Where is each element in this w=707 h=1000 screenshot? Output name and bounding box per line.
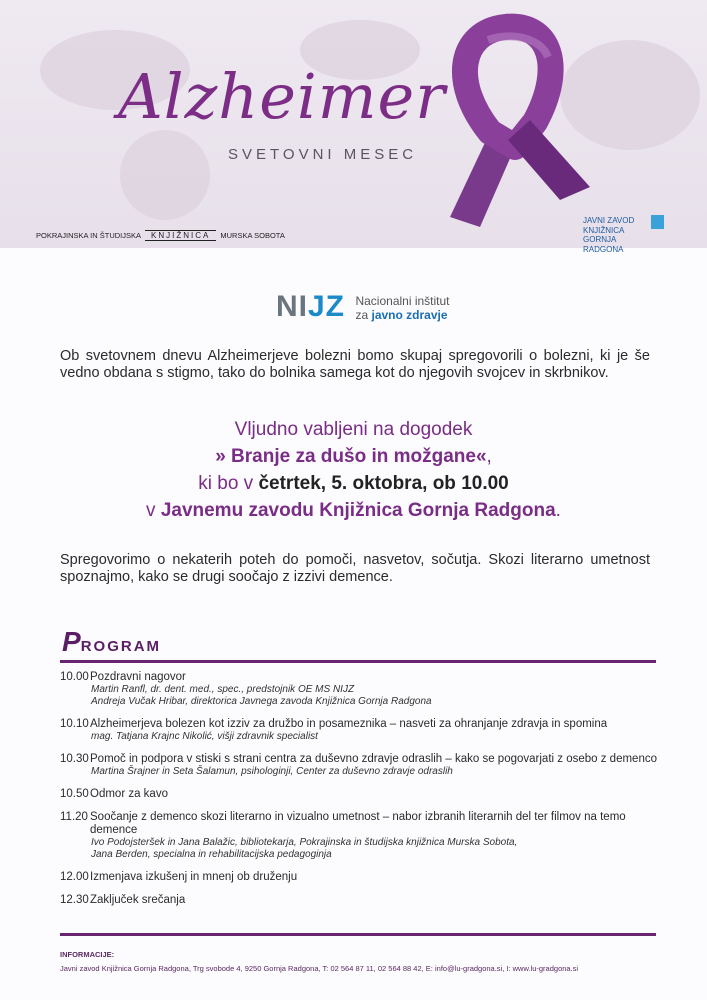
library-logo-text: POKRAJINSKA IN ŠTUDIJSKA — [36, 231, 142, 240]
program-time: 10.00 — [60, 671, 89, 683]
intro-paragraph: Ob svetovnem dnevu Alzheimerjeve bolezni bomo skupaj spregovorili o bolezni, ki je še vedno obdana s stigmo, tako do bolnika samega kot do njegovih svojcev in skrbnikov. — [60, 348, 650, 381]
program-time: 12.30 — [60, 894, 89, 906]
invitation-punct: , — [486, 446, 492, 467]
divider — [60, 933, 656, 936]
program-text: Zaključek srečanja — [90, 894, 186, 906]
program-list — [60, 671, 660, 917]
contact-label: INFORMACIJE: — [60, 950, 115, 959]
library-logo-gornja-radgona — [583, 216, 653, 254]
program-time: 10.10 — [60, 718, 89, 730]
program-speaker: Martin Ranfl, dr. dent. med., spec., predstojnik OE MS NIJZ — [91, 684, 355, 695]
program-time: 12.00 — [60, 871, 89, 883]
program-speaker: Martina Šrajner in Seta Šalamun, psihologinji, Center za duševno zdravje odraslih — [91, 766, 453, 777]
program-speaker: mag. Tatjana Krajnc Nikolić, višji zdravnik specialist — [91, 731, 318, 742]
nijz-logo-text: NI — [276, 290, 308, 323]
program-time: 10.50 — [60, 788, 89, 800]
program-item — [60, 671, 660, 708]
program-text: Pomoč in podpora v stiski s strani centra za duševno zdravje odraslih – kako se pogovarjati z osebo z demenco — [90, 753, 657, 765]
nijz-name: javno zdravje — [371, 308, 448, 322]
program-speaker: Andreja Vučak Hribar, direktorica Javnega zavoda Knjižnica Gornja Radgona — [91, 696, 432, 707]
program-item — [60, 753, 660, 778]
nijz-logo-text: JZ — [308, 290, 346, 323]
book-icon — [651, 215, 664, 229]
library-logo-line: JAVNI ZAVOD — [583, 216, 635, 225]
library-logo-text: KNJIŽNICA — [145, 230, 216, 241]
invitation-punct: . — [555, 500, 561, 521]
library-logo-text: MURSKA SOBOTA — [220, 231, 285, 240]
program-time: 10.30 — [60, 753, 89, 765]
program-item — [60, 718, 660, 743]
invitation-block — [0, 416, 707, 524]
program-heading — [62, 626, 161, 658]
contact-info — [60, 950, 578, 973]
awareness-ribbon-icon — [430, 12, 610, 232]
program-text: Alzheimerjeva bolezen kot izziv za družbo in posameznika – nasveti za ohranjanje zdravja in spomina — [90, 718, 608, 730]
event-date: četrtek, 5. oktobra, ob 10.00 — [258, 473, 509, 494]
second-paragraph: Spregovorimo o nekaterih poteh do pomoči, nasvetov, sočutja. Skozi literarno umetnost spoznajmo, kako se drugi soočajo z izzivi demence. — [60, 552, 650, 585]
nijz-name: za — [355, 308, 372, 322]
invitation-line: Vljudno vabljeni na dogodek — [234, 419, 473, 440]
program-text: Soočanje z demenco skozi literarno in vizualno umetnost – nabor izbranih literarnih del ter filmov na temo demence — [90, 811, 626, 836]
invitation-line: v — [146, 500, 161, 521]
library-logo-murska-sobota — [36, 230, 285, 241]
header-banner — [0, 0, 707, 254]
program-text: Pozdravni nagovor — [90, 671, 186, 683]
program-heading-cap: P — [62, 626, 81, 657]
program-item — [60, 871, 660, 884]
program-speaker: Jana Berden, specialna in rehabilitacijska pedagoginja — [91, 849, 332, 860]
page-subtitle: SVETOVNI MESEC — [228, 146, 418, 163]
divider — [60, 660, 656, 663]
event-title: » Branje za dušo in možgane« — [215, 446, 487, 467]
program-time: 11.20 — [60, 811, 88, 823]
nijz-name: Nacionalni inštitut — [355, 294, 450, 308]
program-speaker: Ivo Podojsteršek in Jana Balažic, bibliotekarja, Pokrajinska in študijska knjižnica Murska Sobota, — [91, 837, 518, 848]
program-text: Odmor za kavo — [90, 788, 168, 800]
program-heading-rest: ROGRAM — [80, 638, 162, 655]
world-map-shape — [120, 130, 210, 220]
page-title: Alzheimer — [118, 60, 446, 133]
program-text: Izmenjava izkušenj in mnenj ob druženju — [90, 871, 298, 883]
program-item — [60, 811, 660, 861]
nijz-logo — [276, 290, 450, 324]
program-item — [60, 788, 660, 801]
program-item — [60, 894, 660, 907]
library-logo-line: GORNJA RADGONA — [583, 235, 624, 254]
library-logo-line: KNJIŽNICA — [583, 225, 625, 235]
invitation-line: ki bo v — [198, 473, 259, 494]
contact-text: Javni zavod Knjižnica Gornja Radgona, Trg svobode 4, 9250 Gornja Radgona, T: 02 564 87 11, 02 564 88 42, E: info@lu-gradgona.si, I: www.lu-gradgona.si — [60, 964, 579, 973]
event-venue: Javnemu zavodu Knjižnica Gornja Radgona — [160, 500, 556, 521]
